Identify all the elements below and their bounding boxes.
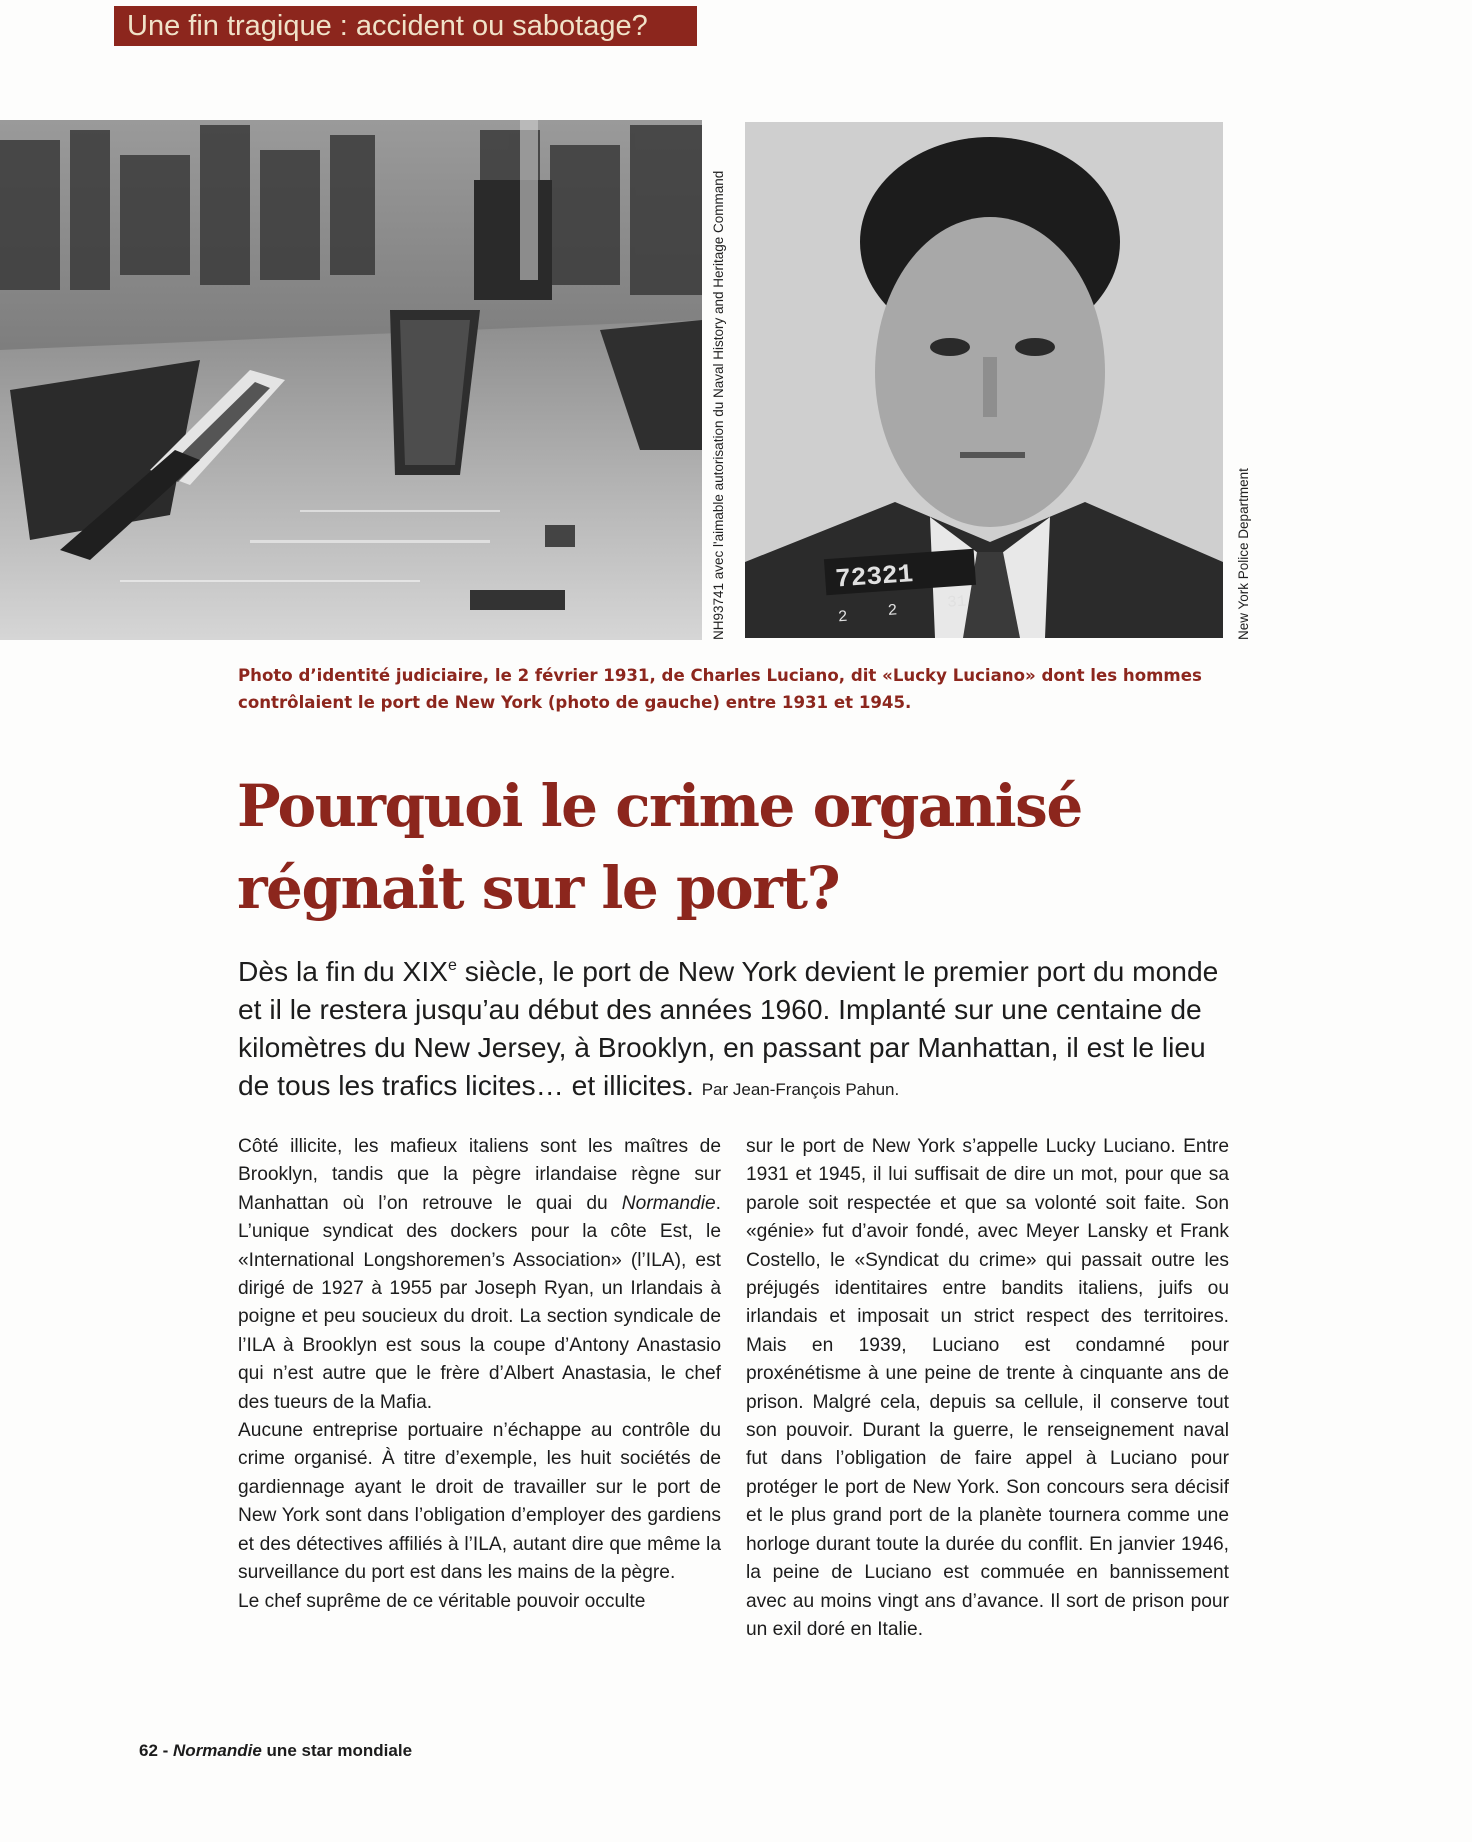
publication-title: Normandie [173, 1741, 262, 1760]
luciano-mugshot-photo [745, 122, 1223, 638]
mugshot-illustration [745, 122, 1223, 638]
standfirst-superscript: e [447, 957, 457, 974]
mugshot-date-3: 31 [946, 592, 968, 612]
body-paragraph-2: Aucune entreprise portuaire n’échappe au contrôle du crime organisé. À titre d’exemple, les huit sociétés de gardiennage ayant le droit de travailler sur le port de New York sont dans l’obligation d’employer des gardiens et des détectives affiliés à l’ILA, autant dire que même la surveillance du port est dans les mains de la pègre. [238, 1420, 721, 1584]
article-standfirst [238, 952, 1238, 1109]
body-paragraph-1 [238, 1133, 721, 1417]
paragraph-1-text-b: . L’unique syndicat des dockers pour la côte Est, le «International Longshoremen’s Association» (l’ILA), est dirigé de 1927 à 1955 par Joseph Ryan, un Irlandais à poigne et peu soucieux du droit. La section syndicale de l’ILA à Brooklyn est sous la coupe d’Antony Anastasio qui n’est autre que le frère d’Albert Anastasia, le chef des tueurs de la Mafia. [238, 1192, 721, 1413]
paragraph-1-text-a: Côté illicite, les mafieux italiens sont les maîtres de Brooklyn, tandis que la pègre irlandaise règne sur Manhattan où l’on retrouve le quai du [238, 1136, 721, 1214]
body-paragraph-3-continued: sur le port de New York s’appelle Lucky Luciano. Entre 1931 et 1945, il lui suffisait de dire un mot, pour que sa parole soit respectée et que sa volonté soit faite. Son «génie» fut d’avoir fondé, avec Meyer Lansky et Frank Costello, le «Syndicat du crime» qui passait outre les préjugés identitaires entre bandits italiens, juifs ou irlandais et imposait un strict respect des territoires. Mais en 1939, Luciano est condamné pour proxénétisme à une peine de trente à cinquante ans de prison. Malgré cela, depuis sa cellule, il conserve tout son pouvoir. Durant la guerre, le renseignement naval fut dans l’obligation de faire appel à Luciano pour protéger le port de New York. Son concours sera décisif et le plus grand port de la planète tournera comme une horloge durant toute la durée du conflit. En janvier 1946, la peine de Luciano est commuée en bannissement avec au moins vingt ans d’avance. Il sort de prison pour un exil doré en Italie. [746, 1136, 1229, 1640]
publication-subtitle: une star mondiale [261, 1741, 413, 1760]
standfirst-lead: Dès la fin du XIX [238, 955, 448, 987]
headline-line-1: Pourquoi le crime organisé [237, 772, 1082, 840]
port-photo-illustration [0, 120, 702, 640]
left-photo-credit: NH93741 avec l'aimable autorisation du Naval History and Heritage Command [711, 170, 726, 640]
photo-caption: Photo d’identité judiciaire, le 2 février 1931, de Charles Luciano, dit «Lucky Luciano» dont les hommes contrôlaient le port de New York (photo de gauche) entre 1931 et 1945. [238, 666, 1202, 712]
page-number: 62 [139, 1741, 158, 1760]
headline-line-2: régnait sur le port? [237, 854, 840, 922]
right-photo-credit: New York Police Department [1236, 468, 1251, 640]
section-banner: Une fin tragique : accident ou sabotage? [114, 6, 697, 46]
port-aerial-photo [0, 120, 702, 640]
article-byline: Par Jean-François Pahun. [701, 1080, 900, 1099]
article-headline [237, 765, 1237, 929]
body-column-left [238, 1133, 721, 1616]
mugshot-number: 72321 [834, 559, 915, 595]
body-paragraph-3-start: Le chef suprême de ce véritable pouvoir occulte [238, 1590, 646, 1612]
ship-name: Normandie [621, 1192, 716, 1214]
mugshot-date-2: 2 [887, 601, 898, 620]
page-footer [139, 1741, 412, 1761]
mugshot-date-1: 2 [837, 607, 849, 627]
footer-separator: - [157, 1741, 174, 1760]
standfirst-text: siècle, le port de New York devient le premier port du monde et il le restera jusqu’au début des années 1960. Implanté sur une centaine de kilomètres du New Jersey, à Brooklyn, en passant par Manhattan, il est le lieu de tous les trafics licites… et illicites. [238, 955, 1219, 1101]
body-column-right [746, 1133, 1229, 1644]
